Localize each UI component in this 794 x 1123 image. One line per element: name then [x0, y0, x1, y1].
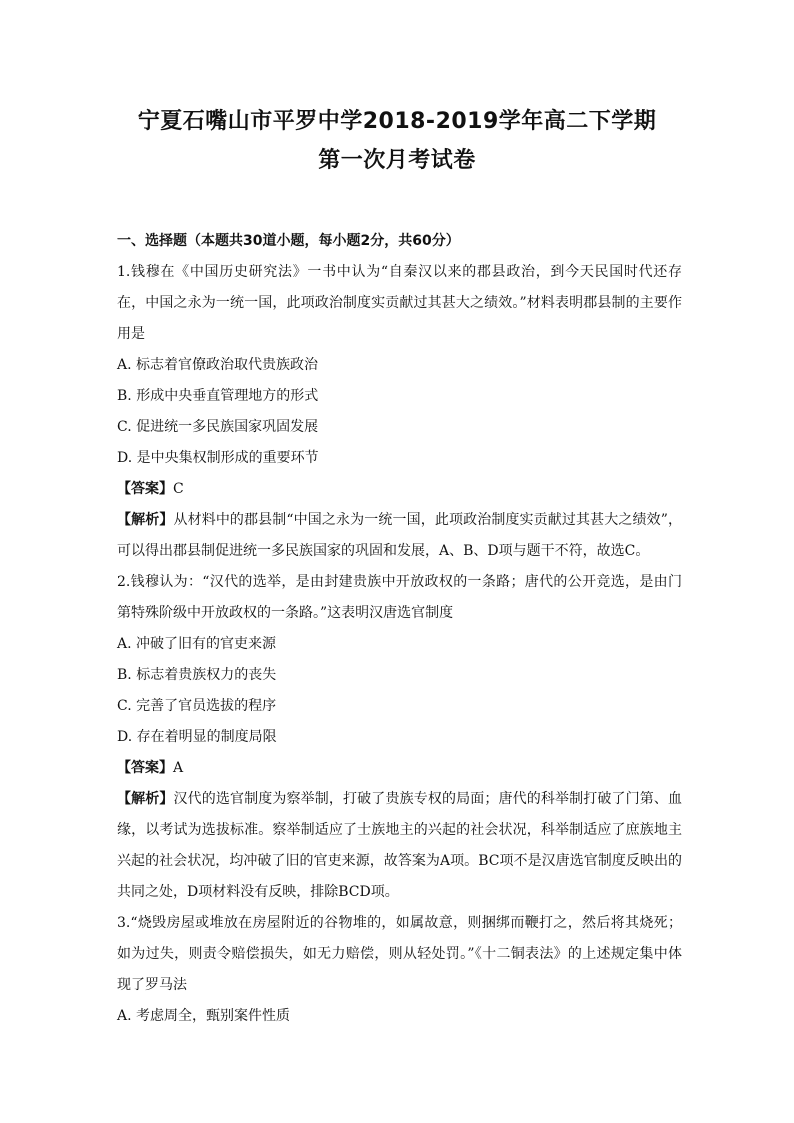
option-d: D. 存在着明显的制度局限	[117, 729, 277, 745]
exam-content	[117, 226, 682, 1032]
option-d: D. 是中央集权制形成的重要环节	[117, 450, 319, 466]
answer-value: C	[173, 481, 184, 497]
option-b: B. 标志着贵族权力的丧失	[117, 667, 277, 683]
doc-title-line2: 第一次月考试卷	[318, 148, 476, 173]
question-stem: 1.钱穆在《中国历史研究法》一书中认为“自秦汉以来的郡县政治，到今天民国时代还存在，中国之永为一统一国，此项政治制度实贡献过其甚大之绩效。”材料表明郡县制的主要作用是	[117, 264, 682, 342]
answer-tag: 【答案】	[117, 481, 173, 497]
question-stem: 2.钱穆认为：“汉代的选举，是由封建贵族中开放政权的一条路；唐代的公开竞选，是由门第特殊阶级中开放政权的一条路。”这表明汉唐选官制度	[117, 574, 682, 621]
option-c: C. 完善了官员选拔的程序	[117, 698, 277, 714]
question-1	[117, 257, 682, 567]
option-a: A. 冲破了旧有的官吏来源	[117, 636, 277, 652]
doc-title-line1: 宁夏石嘴山市平罗中学2018-2019学年高二下学期	[137, 109, 657, 134]
analysis-tag: 【解析】	[117, 791, 174, 807]
answer-line	[117, 474, 682, 505]
answer-tag: 【答案】	[117, 760, 173, 776]
analysis-text: 汉代的选官制度为察举制，打破了贵族专权的局面；唐代的科举制打破了门第、血缘，以考试为选拔标准。察举制适应了士族地主的兴起的社会状况，科举制适应了庶族地主兴起的社会状况，均冲破了旧的官吏来源，故答案为A项。BC项不是汉唐选官制度反映出的共同之处，D项材料没有反映，排除BCD项。	[117, 791, 683, 900]
answer-line	[117, 753, 682, 784]
analysis	[117, 784, 682, 908]
analysis-tag: 【解析】	[117, 512, 174, 528]
analysis	[117, 505, 682, 567]
option-a: A. 标志着官僚政治取代贵族政治	[117, 357, 319, 373]
option-c: C. 促进统一多民族国家巩固发展	[117, 419, 319, 435]
option-a: A. 考虑周全，甄别案件性质	[117, 1008, 291, 1024]
option-b: B. 形成中央垂直管理地方的形式	[117, 388, 319, 404]
section-heading: 一、选择题（本题共30道小题，每小题2分，共60分）	[117, 233, 460, 249]
question-stem: 3.“烧毁房屋或堆放在房屋附近的谷物堆的，如属故意，则捆绑而鞭打之，然后将其烧死；如为过失，则责令赔偿损失，如无力赔偿，则从轻处罚。”《十二铜表法》的上述规定集中体现了罗马法	[117, 915, 682, 993]
answer-value: A	[173, 760, 184, 776]
question-3	[117, 908, 682, 1032]
analysis-text: 从材料中的郡县制“中国之永为一统一国，此项政治制度实贡献过其甚大之绩效”，可以得出郡县制促进统一多民族国家的巩固和发展，A、B、D项与题干不符，故选C。	[117, 512, 682, 559]
question-2	[117, 567, 682, 908]
